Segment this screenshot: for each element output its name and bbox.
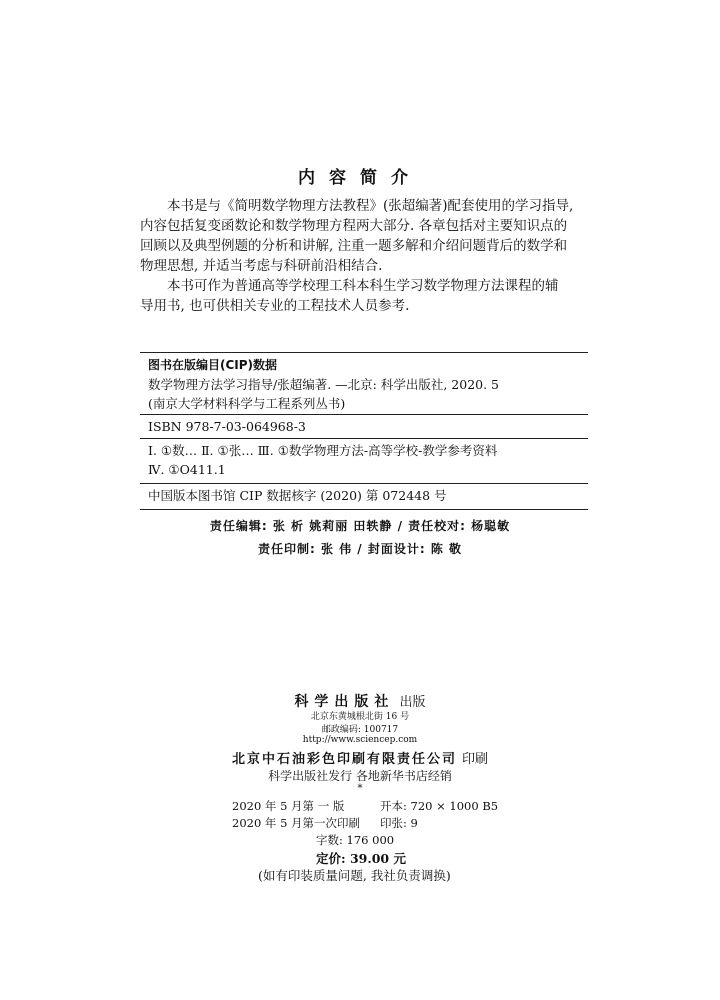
intro-line: 导用书, 也可供相关专业的工程技术人员参考. — [140, 298, 410, 314]
divider-top — [140, 352, 588, 353]
spec-printing: 2020 年 5 月第一次印刷 — [232, 816, 361, 830]
publisher-suffix: 出版 — [399, 695, 426, 710]
publisher-line — [0, 691, 720, 711]
publisher-name: 科学出版社 — [294, 694, 395, 710]
intro-paragraph-1-cont — [140, 216, 590, 276]
publisher-url: http://www.sciencep.com — [302, 735, 418, 745]
cip-class-block — [148, 441, 588, 479]
spec-words: 字数: 176 000 — [316, 833, 395, 847]
staff-line-1: 责任编辑: 张 析 姚莉丽 田轶静 / 责任校对: 杨聪敏 — [209, 519, 511, 533]
spec-edition: 2020 年 5 月第 一 版 — [232, 799, 345, 813]
intro-body — [140, 196, 590, 316]
cip-heading: 图书在版编目(CIP)数据 — [148, 358, 278, 372]
spec-note: (如有印装质量问题, 我社负责调换) — [258, 868, 451, 883]
cip-record-block — [148, 486, 588, 505]
publisher-postcode: 邮政编码: 100717 — [321, 725, 399, 735]
cip-class-line-2: Ⅳ. ①O411.1 — [148, 462, 226, 477]
spec-sheets: 印张: 9 — [380, 816, 418, 830]
intro-line: 回顾以及典型例题的分析和讲解, 注重一题多解和介绍问题背后的数学和 — [140, 238, 568, 254]
cip-isbn: ISBN 978-7-03-064968-3 — [148, 419, 306, 434]
distribution-line: 科学出版社发行 各地新华书店经销 — [268, 769, 452, 783]
intro-paragraph-1 — [140, 196, 590, 216]
intro-title: 内容简介 — [298, 168, 422, 188]
intro-line: 内容包括复变函数论和数学物理方程两大部分. 各章包括对主要知识点的 — [140, 218, 568, 234]
divider-bottom — [140, 509, 588, 510]
printer-suffix: 印刷 — [462, 752, 489, 767]
cip-title-line: 数学物理方法学习指导/张超编著. —北京: 科学出版社, 2020. 5 — [148, 377, 500, 392]
publisher-address: 北京东黄城根北街 16 号 — [310, 712, 410, 722]
staff-line-2: 责任印制: 张 伟 / 封面设计: 陈 敬 — [257, 542, 463, 556]
intro-line: 本书是与《简明数学物理方法教程》(张超编著)配套使用的学习指导, — [167, 198, 574, 214]
divider-cip-2 — [140, 438, 588, 439]
cip-block — [148, 356, 588, 413]
cip-series: (南京大学材料科学与工程系列丛书) — [148, 396, 346, 411]
intro-line: 本书可作为普通高等学校理工科本科生学习数学物理方法课程的辅 — [167, 278, 559, 294]
intro-paragraph-2 — [140, 276, 590, 296]
separator-star: * — [357, 783, 363, 794]
printer-name: 北京中石油彩色印刷有限责任公司 — [231, 752, 457, 767]
divider-cip-1 — [140, 414, 588, 415]
cip-isbn-block — [148, 417, 588, 436]
spec-price: 定价: 39.00 元 — [316, 851, 406, 866]
cip-record: 中国版本图书馆 CIP 数据核字 (2020) 第 072448 号 — [148, 488, 447, 503]
cip-class-line-1: Ⅰ. ①数… Ⅱ. ①张… Ⅲ. ①数学物理方法-高等学校-教学参考资料 — [148, 443, 498, 458]
divider-cip-3 — [140, 483, 588, 484]
intro-paragraph-2-cont — [140, 296, 590, 316]
printer-line — [0, 748, 720, 767]
intro-line: 物理思想, 并适当考虑与科研前沿相结合. — [140, 258, 383, 274]
spec-format: 开本: 720 × 1000 B5 — [380, 799, 499, 813]
